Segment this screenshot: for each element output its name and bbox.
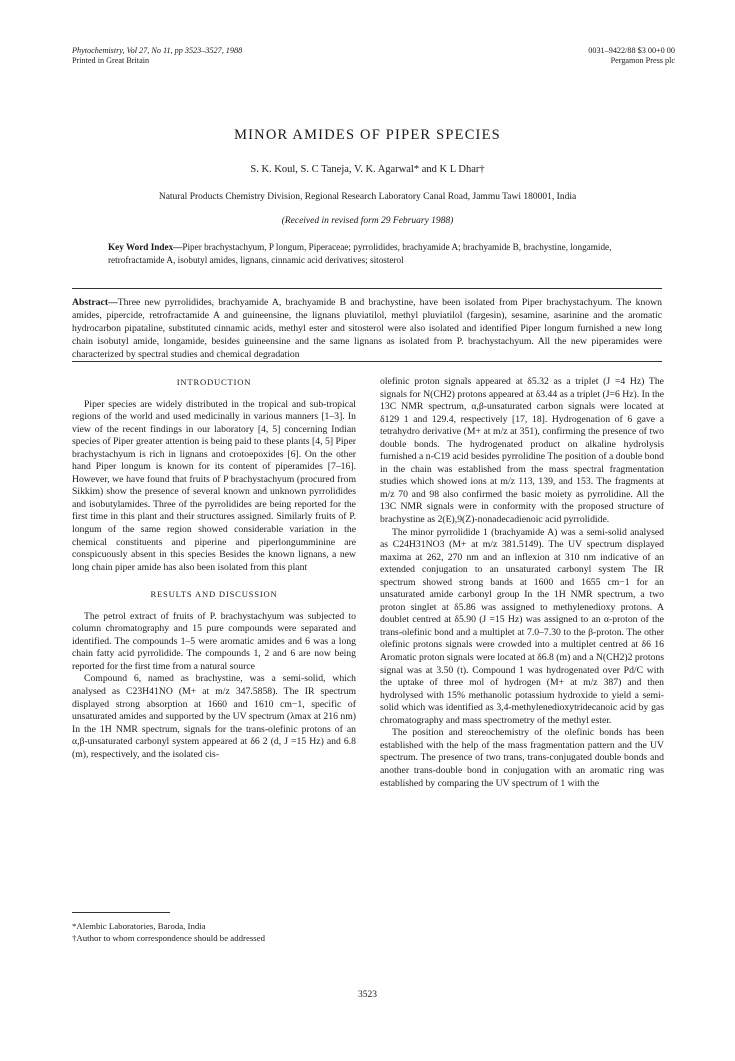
left-column [72,376,356,761]
page-number: 3523 [358,990,377,1000]
footnote-rule [72,912,170,913]
received-date: (Received in revised form 29 February 1988) [281,216,454,226]
publisher-header [588,46,675,66]
footnote-2: †Author to whom correspondence should be addressed [72,932,265,943]
footnote-1: *Alembic Laboratories, Baroda, India [72,921,206,931]
publisher-name: Pergamon Press plc [610,56,675,65]
paper-title: MINOR AMIDES OF PIPER SPECIES [234,127,501,143]
keyword-text: Piper brachystachyum, P longum, Piperaceae; pyrrolidides, brachyamide A; brachyamide B, brachystine, longamide, retrofractamide A, isobutyl amides, lignans, cinnamic acid derivatives; sitosterol [108,242,612,265]
right-paragraph-3: The position and stereochemistry of the olefinic bonds has been established with the help of the mass fragmentation pattern and the UV spectrum. The presence of two trans, trans-conjugated double bonds and another trans-double bond in conjugation with an aromatic ring was established by comparing the UV spectrum of 1 with the [380,727,664,789]
journal-citation: Phytochemistry, Vol 27, No 11, pp 3523–3527, 1988 [72,46,243,55]
abstract-text: Three new pyrrolidides, brachyamide A, brachyamide B and brachystine, have been isolated from Piper brachystachyum. The known amides, pipercide, retrofractamide A and guineensine, the lignans pluviatilol, methyl pluviatilol (fargesin), sesamine, asarinine and the aromatic hydrocarbon pipataline, substituted cinnamic acids, methyl ester and sitosterol were also isolated and identified Piper longum furnished a new long chain isobutyl amide, longamide, besides guineensine and the same lignans as isolated from P. brachystachyum. All the new piperamides were characterized by spectral studies and chemical degradation [72,297,662,360]
right-paragraph-1: olefinic proton signals appeared at δ5.32 as a triplet (J =4 Hz) The signals for N(CH2) protons appeared at δ3.44 as a triplet (J=6 Hz). In the 13C NMR spectrum, α,β-unsaturated carbon signals were located at δ129 1 and 129.4, respectively [17, 18]. Hydrogenation of 6 gave a tetrahydro derivative (M+ at m/z at 351), confirming the presence of two double bonds. The hydrogenated product on alkaline hydrolysis furnished a n-C19 acid besides pyrrolidine The position of a double bond in the chain was established from the mass spectral fragmentation studies which showed ions at m/z 113, 139, and 153. The fragments at m/z 70 and 98 also confirmed the basic moiety as pyrrolidine. All the 13C NMR signals were in conformity with the proposed structure of brachystine as 2(E),9(Z)-nonadecadienoic acid pyrrolidide. [380,376,664,526]
abstract-bottom-rule [72,361,662,362]
abstract-top-rule [72,288,662,289]
results-paragraph-2: Compound 6, named as brachystine, was a semi-solid, which analysed as C23H41NO (M+ at m/z 347.5858). The IR spectrum displayed strong absorption at 1660 and 1610 cm−1, specific of unsaturated amides and supported by the UV spectrum (λmax at 216 nm) In the 1H NMR spectrum, signals for the trans-olefinic protons of an α,β-unsaturated carbonyl system appeared at δ6 2 (d, J =15 Hz) and 6.8 (m), respectively, and the isolated cis- [72,673,356,760]
keyword-index [108,241,628,266]
author-list: S. K. Koul, S. C Taneja, V. K. Agarwal* and K L Dhar† [250,164,485,175]
introduction-paragraph: Piper species are widely distributed in the tropical and sub-tropical regions of the world and used medicinally in various manners [1–3]. In view of the recent findings in our laboratory [4, 5] concerning Indian species of Piper greater attention is being paid to these plants [4, 5] Piper brachystachyum is rich in lignans and crotoepoxides [6]. On the other hand Piper longum is known for its content of piperamides [7–16]. However, we have found that fruits of P brachystachyum (procured from Sikkim) show the presence of several known and unknown pyrrolidides and isobutylamides. Three of the pyrrolidides are being reported for the first time in this plant and their structures assigned. Similarly fruits of P. longum of the same region showed considerable variation in the chemical constituents and piperine and piperlongumminine are conspicuously absent in this species Besides the known lignans, a new long chain piper amide has also been isolated from this plant [72,398,356,573]
abstract-label: Abstract— [72,297,118,308]
results-paragraph-1: The petrol extract of fruits of P. brachystachyum was subjected to column chromatography and 15 pure compounds were separated and identified. The compounds 1–5 were aromatic amides and 6 was a long chain fatty acid pyrrolidide. The compounds 1, 2 and 6 are now being reported for the first time from a natural source [72,610,356,672]
right-paragraph-2: The minor pyrrolidide 1 (brachyamide A) was a semi-solid analysed as C24H31NO3 (M+ at m/z 381.5149). The UV spectrum displayed maxima at 262, 270 nm and an inflexion at 310 nm indicative of an extended conjugation to an unsaturated carbonyl system The IR spectrum showed strong bands at 1600 and 1655 cm−1 for an unsaturated amide carbonyl group In the 1H NMR spectrum, a two proton singlet at δ5.86 was assigned to methylenedioxy protons. A doublet centred at δ5.90 (J =15 Hz) was assigned to an α-proton of the trans-olefinic bond and a multiplet at 7.0–7.30 to the β-proton. The other olefinic protons signals were crowded into a multiplet centred at δ6 16 Aromatic proton signals were located at δ6.8 (m) and a N(CH2)2 protons signal was at 3.50 (t). Compound 1 was hydrogenated over Pd/C with the uptake of three mol of hydrogen (M+ at m/z 387) and then hydrolysed with 15% methanolic potassium hydroxide to yield a semi-solid which was identified as 3,4-methylenedioxytridecanoic acid by gas chromatography and mass spectrometry of the methyl ester. [380,526,664,726]
affiliation: Natural Products Chemistry Division, Regional Research Laboratory Canal Road, Jammu Tawi 180001, India [158,192,577,202]
footnotes [72,921,356,944]
keyword-label: Key Word Index— [108,242,183,252]
printed-in: Printed in Great Britain [72,56,150,65]
journal-header [72,46,242,66]
right-column [380,376,664,790]
section-heading-introduction: INTRODUCTION [176,377,252,387]
section-heading-results: RESULTS AND DISCUSSION [150,589,278,600]
abstract [72,296,662,361]
issn-code: 0031–9422/88 $3 00+0 00 [588,46,675,55]
